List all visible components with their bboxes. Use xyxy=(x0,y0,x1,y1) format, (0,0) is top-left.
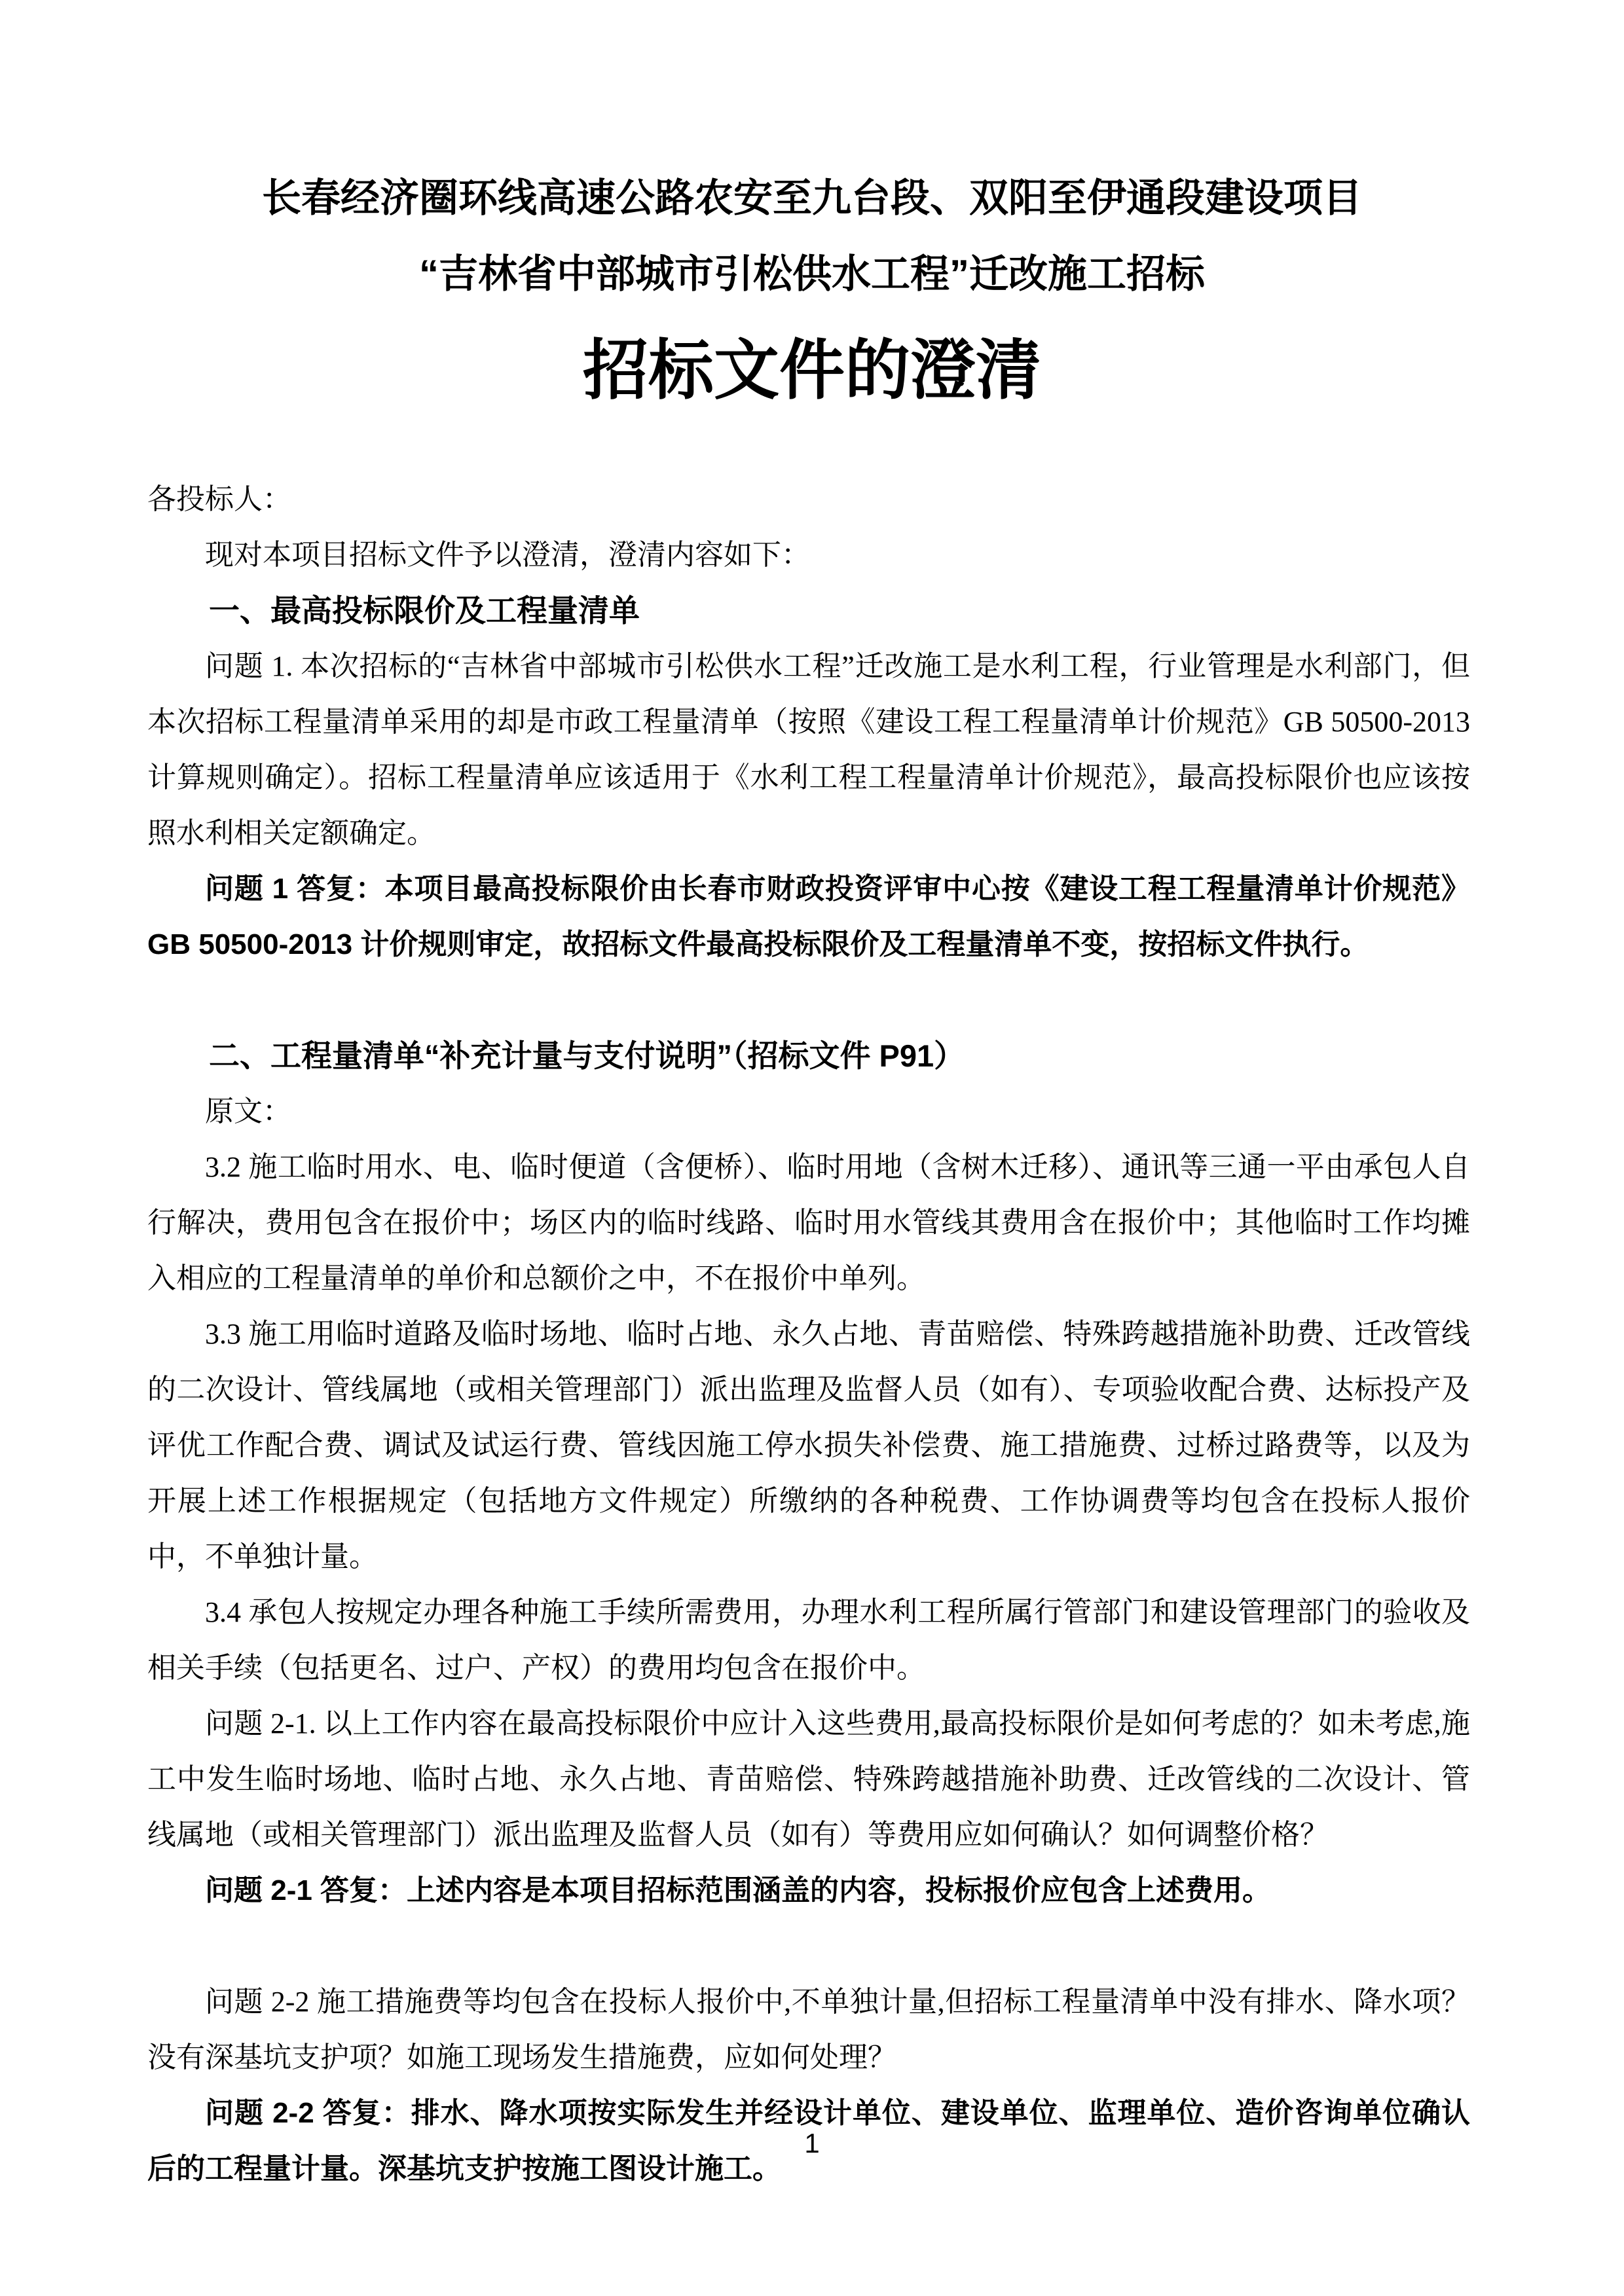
document-header xyxy=(0,0,1624,414)
project-title-line-1: 长春经济圈环线高速公路农安至九台段、双阳至伊通段建设项目 xyxy=(262,176,1362,220)
page-number: 1 xyxy=(804,2128,820,2159)
body-paragraph: 3.3 施工用临时道路及临时场地、临时占地、永久占地、青苗赔偿、特殊跨越措施补助费、迁改管线的二次设计、管线属地（或相关管理部门）派出监理及监督人员（如有）、专项验收配合费、达标投产及评优工作配合费、调试及试运行费、管线因施工停水损失补偿费、施工措施费、过桥过路费等，以及为开展上述工作根据规定（包括地方文件规定）所缴纳的各种税费、工作协调费等均包含在投标人报价中，不单独计量。 xyxy=(147,1318,1470,1573)
body-paragraph: 问题 2-1. 以上工作内容在最高投标限价中应计入这些费用,最高投标限价是如何考虑的？如未考虑,施工中发生临时场地、临时占地、永久占地、青苗赔偿、特殊跨越措施补助费、迁改管线的二次设计、管线属地（或相关管理部门）派出监理及监督人员（如有）等费用应如何确认？如何调整价格？ xyxy=(147,1707,1470,1851)
answer-paragraph: 问题 2-1 答复：上述内容是本项目招标范围涵盖的内容，投标报价应包含上述费用。 xyxy=(205,1874,1272,1906)
body-paragraph: 各投标人： xyxy=(147,483,291,515)
section-heading: 二、工程量清单“补充计量与支付说明”（招标文件 P91） xyxy=(209,1038,965,1073)
answer-paragraph: 问题 2-2 答复：排水、降水项按实际发生并经设计单位、建设单位、监理单位、造价咨询单位确认后的工程量计量。深基坑支护按施工图设计施工。 xyxy=(147,2097,1470,2185)
body-paragraph: 原文： xyxy=(205,1095,291,1127)
document-main-title: 招标文件的澄清 xyxy=(583,334,1041,407)
blank-line xyxy=(147,1918,1470,1974)
section-heading: 一、最高投标限价及工程量清单 xyxy=(209,593,640,628)
answer-paragraph: 问题 1 答复：本项目最高投标限价由长春市财政投资评审中心按《建设工程工程量清单计价规范》GB 50500-2013 计价规则审定，故招标文件最高投标限价及工程量清单不变，按招标文件执行。 xyxy=(147,873,1470,960)
body-paragraph: 3.2 施工临时用水、电、临时便道（含便桥）、临时用地（含树木迁移）、通讯等三通一平由承包人自行解决，费用包含在报价中；场区内的临时线路、临时用水管线其费用含在报价中；其他临时工作均摊入相应的工程量清单的单价和总额价之中，不在报价中单列。 xyxy=(147,1151,1470,1294)
body-paragraph: 3.4 承包人按规定办理各种施工手续所需费用，办理水利工程所属行管部门和建设管理部门的验收及相关手续（包括更名、过户、产权）的费用均包含在报价中。 xyxy=(147,1596,1470,1684)
body-paragraph: 现对本项目招标文件予以澄清，澄清内容如下： xyxy=(205,539,810,571)
blank-line xyxy=(147,972,1470,1028)
project-title-line-2: “吉林省中部城市引松供水工程”迁改施工招标 xyxy=(419,252,1205,296)
body-paragraph: 问题 2-2 施工措施费等均包含在投标人报价中,不单独计量,但招标工程量清单中没有排水、降水项？没有深基坑支护项？如施工现场发生措施费，应如何处理？ xyxy=(147,1986,1470,2073)
document-body xyxy=(0,471,1624,2196)
body-paragraph: 问题 1. 本次招标的“吉林省中部城市引松供水工程”迁改施工是水利工程，行业管理是水利部门，但本次招标工程量清单采用的却是市政工程量清单（按照《建设工程工程量清单计价规范》GB 50500-2013 计算规则确定）。招标工程量清单应该适用于《水利工程工程量清单计价规范》，最高投标限价也应该按照水利相关定额确定。 xyxy=(147,650,1470,849)
